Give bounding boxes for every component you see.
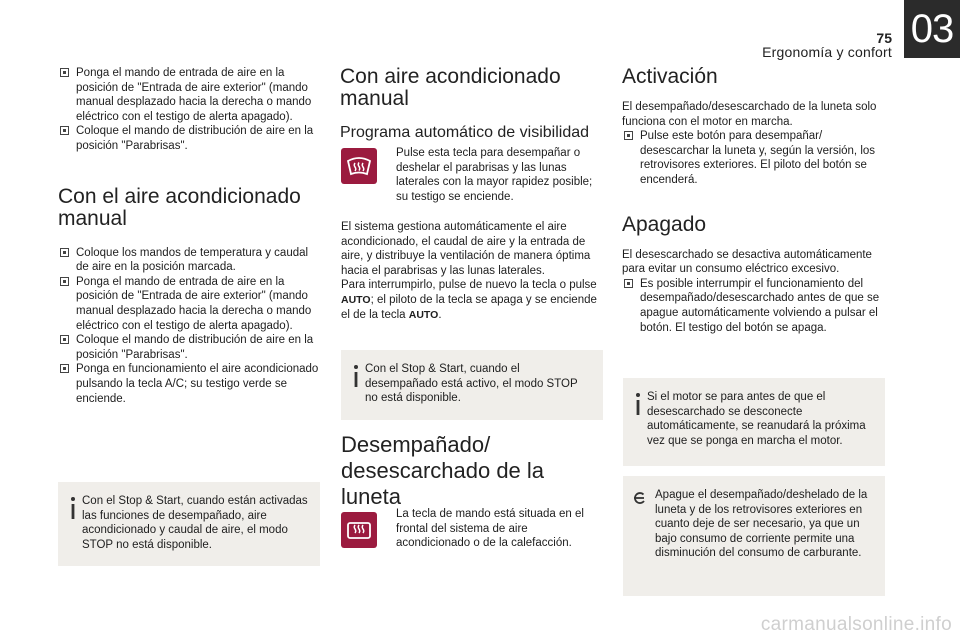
info-icon <box>631 392 645 416</box>
bullet-item: Pulse este botón para desempañar/ desescarchar la luneta y, según la versión, los retrovisores exteriores. El piloto del botón se encenderá. <box>622 129 884 187</box>
bullet-item: Coloque el mando de distribución de aire en la posición "Parabrisas". <box>58 333 320 362</box>
windscreen-demist-icon <box>345 154 373 178</box>
column-right: Activación El desempañado/desescarchado de la luneta solo funciona con el motor en marcha. Pulse este botón para desempañar/ desescarchar la luneta y, según la versión, los retrovisores exteriores. El piloto del botón se encenderá. Apagado El desescarchado se desactiva automáticamente para evitar un consumo eléctrico excesivo. Es posible interrumpir el funcionamiento del desempañado/desescarchado antes de que se apague automáticamente volviendo a pulsar el botón. El testigo del botón se apaga. <box>622 66 884 335</box>
eco-note <box>623 476 885 596</box>
bullet-marker-icon <box>60 126 69 135</box>
section-heading: Con aire acondicionado manual <box>340 65 561 110</box>
note-text: Con el Stop & Start, cuando el desempañado está activo, el modo STOP no está disponible. <box>365 363 578 405</box>
page-number: 75 <box>876 30 892 46</box>
watermark: carmanualsonline.info <box>760 614 952 635</box>
info-note <box>341 350 603 420</box>
section-heading: Apagado <box>622 212 707 236</box>
note-text: Apague el desempañado/deshelado de la luneta y de los retrovisores exteriores en cuanto deje de ser necesario, ya que un bajo consumo de corriente permite una disminución del consumo de carburante. <box>655 489 868 560</box>
page-header <box>0 0 960 60</box>
bullet-marker-icon <box>60 364 69 373</box>
bullet-marker-icon <box>60 335 69 344</box>
note-text: Si el motor se para antes de que el desescarchado se desconecte automáticamente, se reanudará la próxima vez que se ponga en marcha el motor. <box>647 391 866 447</box>
bullet-marker-icon <box>60 248 69 257</box>
bullet-item: Ponga el mando de entrada de aire en la posición de "Entrada de aire exterior" (mando manual desplazado hacia la derecha o mando eléctrico con el testigo de alerta apagado). <box>58 275 320 333</box>
section-heading: Activación <box>622 65 718 88</box>
bullet-marker-icon <box>624 131 633 140</box>
rear-window-demist-button-image <box>341 512 377 548</box>
info-icon <box>349 364 363 388</box>
bullet-item: Ponga el mando de entrada de aire en la posición de "Entrada de aire exterior" (mando manual desplazado hacia la derecha o mando eléctrico con el testigo de alerta apagado). <box>58 66 320 124</box>
column-middle <box>340 66 602 142</box>
bullet-marker-icon <box>60 68 69 77</box>
visibility-description: El sistema gestiona automáticamente el aire acondicionado, el caudal de aire y la entrada de aire, y distribuye la ventilación de manera óptima hacia el parabrisas y las lunas laterales. Para interrumpirlo, pulse de nuevo la tecla o pulse AUTO; el piloto de la tecla se apaga y se enciende el de la tecla AUTO. <box>341 221 597 321</box>
bullet-marker-icon <box>60 277 69 286</box>
rear-window-demist-icon <box>345 518 373 542</box>
bullet-item: Ponga en funcionamiento el aire acondicionado pulsando la tecla A/C; su testigo verde se enciende. <box>58 362 320 406</box>
bullet-item: Coloque el mando de distribución de aire en la posición "Parabrisas". <box>58 124 320 153</box>
info-note <box>623 378 885 466</box>
info-note <box>58 482 320 566</box>
button-description: Pulse esta tecla para desempañar o deshelar el parabrisas y las lunas laterales con la mayor rapidez posible; su testigo se enciende. <box>396 147 593 203</box>
section-heading: Desempañado/ desescarchado de la luneta <box>341 432 545 509</box>
bullet-marker-icon <box>624 279 633 288</box>
section-heading: Con el aire acondicionado manual <box>58 184 301 230</box>
chapter-tab: 03 <box>904 0 960 58</box>
eco-icon <box>631 488 647 508</box>
bullet-item: Es posible interrumpir el funcionamiento del desempañado/desescarchado antes de que se apague automáticamente volviendo a pulsar el botón. El testigo del botón se apaga. <box>622 277 884 335</box>
subsection-heading: Programa automático de visibilidad <box>340 124 590 141</box>
note-text: Con el Stop & Start, cuando están activadas las funciones de desempañado, aire acondicionado y caudal de aire, el modo STOP no está disponible. <box>82 495 308 551</box>
bullet-item: Coloque los mandos de temperatura y caudal de aire en la posición marcada. <box>58 246 320 275</box>
rear-button-description: La tecla de mando está situada en el frontal del sistema de aire acondicionado o de la calefacción. <box>396 508 584 550</box>
column-left <box>58 66 320 406</box>
info-icon <box>66 496 80 520</box>
windscreen-demist-button-image <box>341 148 377 184</box>
chapter-title: Ergonomía y confort <box>762 44 892 60</box>
